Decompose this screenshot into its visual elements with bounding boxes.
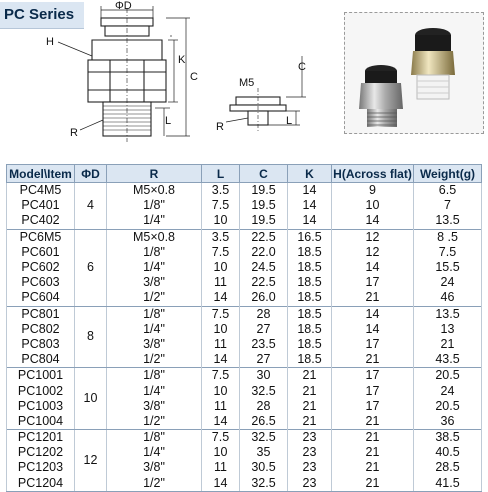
table-cell: 10 <box>202 322 240 337</box>
table-cell: 35 <box>240 445 288 460</box>
table-cell: 8 .5 <box>414 229 482 245</box>
table-cell: 12 <box>332 229 414 245</box>
model-cell: PC1001 <box>7 368 75 384</box>
series-title: PC Series <box>4 6 75 23</box>
table-cell: 21 <box>332 352 414 368</box>
fitting-drawing-m5 <box>230 88 286 132</box>
technical-drawing <box>0 0 340 160</box>
table-cell: 7.5 <box>202 306 240 322</box>
table-cell: 11 <box>202 460 240 475</box>
fitting-drawing-main <box>88 8 166 142</box>
table-cell: 10 <box>202 383 240 398</box>
table-cell: 21 <box>288 414 332 430</box>
table-cell: 3/8" <box>107 399 202 414</box>
table-cell: 19.5 <box>240 183 288 199</box>
table-cell: 1/8" <box>107 368 202 384</box>
table-cell: 19.5 <box>240 198 288 213</box>
table-cell: 3/8" <box>107 460 202 475</box>
table-cell: 40.5 <box>414 445 482 460</box>
table-cell: 7.5 <box>202 198 240 213</box>
table-cell: 24.5 <box>240 260 288 275</box>
table-cell: 23 <box>288 476 332 492</box>
table-cell: 1/8" <box>107 198 202 213</box>
column-header: Weight(g) <box>414 165 482 183</box>
table-cell: 18.5 <box>288 290 332 306</box>
table-cell: 27 <box>240 352 288 368</box>
table-cell: 3/8" <box>107 275 202 290</box>
column-header: K <box>288 165 332 183</box>
table-cell: 20.5 <box>414 399 482 414</box>
table-cell: 9 <box>332 183 414 199</box>
table-cell: 28 <box>240 399 288 414</box>
table-cell: 21 <box>288 399 332 414</box>
table-cell: 21 <box>332 476 414 492</box>
dim-label-k: K <box>178 54 186 66</box>
table-cell: 26.0 <box>240 290 288 306</box>
table-cell: 32.5 <box>240 430 288 446</box>
model-cell: PC602 <box>7 260 75 275</box>
table-cell: 11 <box>202 337 240 352</box>
table-cell: 14 <box>202 352 240 368</box>
table-cell: 30 <box>240 368 288 384</box>
dim-label-m5: M5 <box>239 77 255 89</box>
table-cell: 22.5 <box>240 275 288 290</box>
model-cell: PC401 <box>7 198 75 213</box>
spec-table <box>6 164 482 492</box>
column-header: C <box>240 165 288 183</box>
table-cell: 24 <box>414 275 482 290</box>
product-photo <box>344 12 484 134</box>
table-cell: 32.5 <box>240 383 288 398</box>
model-cell: PC1204 <box>7 476 75 492</box>
table-cell: 19.5 <box>240 213 288 229</box>
table-cell: 21 <box>332 290 414 306</box>
table-cell: 3.5 <box>202 183 240 199</box>
table-cell: 14 <box>288 213 332 229</box>
model-cell: PC4M5 <box>7 183 75 199</box>
table-cell: 7.5 <box>202 430 240 446</box>
table-cell: M5×0.8 <box>107 229 202 245</box>
table-cell: 36 <box>414 414 482 430</box>
column-header: L <box>202 165 240 183</box>
table-cell: 13 <box>414 322 482 337</box>
table-cell: 17 <box>332 275 414 290</box>
table-cell: 24 <box>414 383 482 398</box>
table-cell: 21 <box>414 337 482 352</box>
table-cell: 1/2" <box>107 414 202 430</box>
model-cell: PC603 <box>7 275 75 290</box>
table-cell: 3/8" <box>107 337 202 352</box>
dim-label-h: H <box>46 36 54 48</box>
table-cell: 1/4" <box>107 213 202 229</box>
table-cell: 26.5 <box>240 414 288 430</box>
table-cell: 18.5 <box>288 306 332 322</box>
table-cell: 11 <box>202 275 240 290</box>
table-cell: 18.5 <box>288 245 332 260</box>
table-cell: 23 <box>288 430 332 446</box>
table-cell: 21 <box>332 430 414 446</box>
table-cell: 11 <box>202 399 240 414</box>
table-cell: 17 <box>332 368 414 384</box>
table-cell: 18.5 <box>288 260 332 275</box>
table-cell: 43.5 <box>414 352 482 368</box>
table-cell: 41.5 <box>414 476 482 492</box>
table-cell: 18.5 <box>288 275 332 290</box>
table-cell: 20.5 <box>414 368 482 384</box>
table-cell: 7.5 <box>414 245 482 260</box>
table-cell: 23 <box>288 460 332 475</box>
table-cell: 1/4" <box>107 383 202 398</box>
model-cell: PC804 <box>7 352 75 368</box>
dim-label-r: R <box>70 127 78 139</box>
table-cell: 27 <box>240 322 288 337</box>
diameter-cell: 4 <box>75 183 107 230</box>
fittings-image <box>345 13 483 133</box>
table-header-row <box>7 165 482 183</box>
table-row <box>7 183 482 199</box>
table-cell: 38.5 <box>414 430 482 446</box>
table-cell: 18.5 <box>288 322 332 337</box>
table-cell: 1/2" <box>107 352 202 368</box>
diameter-cell: 10 <box>75 368 107 430</box>
table-cell: 22.5 <box>240 229 288 245</box>
table-cell: 1/8" <box>107 245 202 260</box>
model-cell: PC1203 <box>7 460 75 475</box>
model-cell: PC803 <box>7 337 75 352</box>
dim-label-l: L <box>165 115 172 127</box>
model-cell: PC402 <box>7 213 75 229</box>
table-cell: 7 <box>414 198 482 213</box>
dim-label-c: C <box>190 71 198 83</box>
table-cell: 15.5 <box>414 260 482 275</box>
table-row <box>7 368 482 384</box>
table-cell: 30.5 <box>240 460 288 475</box>
table-cell: 28 <box>240 306 288 322</box>
model-cell: PC604 <box>7 290 75 306</box>
table-cell: 6.5 <box>414 183 482 199</box>
table-cell: 14 <box>202 414 240 430</box>
table-cell: 1/4" <box>107 445 202 460</box>
table-cell: 14 <box>332 306 414 322</box>
table-cell: 21 <box>332 445 414 460</box>
table-cell: M5×0.8 <box>107 183 202 199</box>
table-cell: 1/4" <box>107 260 202 275</box>
model-cell: PC601 <box>7 245 75 260</box>
model-cell: PC801 <box>7 306 75 322</box>
table-cell: 10 <box>332 198 414 213</box>
table-cell: 18.5 <box>288 337 332 352</box>
table-cell: 32.5 <box>240 476 288 492</box>
table-body <box>7 183 482 492</box>
table-cell: 12 <box>332 245 414 260</box>
table-cell: 28.5 <box>414 460 482 475</box>
model-cell: PC6M5 <box>7 229 75 245</box>
table-cell: 14 <box>202 476 240 492</box>
table-cell: 17 <box>332 383 414 398</box>
table-row <box>7 430 482 446</box>
table-cell: 46 <box>414 290 482 306</box>
table-cell: 21 <box>332 414 414 430</box>
table-cell: 10 <box>202 213 240 229</box>
diameter-cell: 8 <box>75 306 107 368</box>
table-cell: 13.5 <box>414 213 482 229</box>
model-cell: PC1004 <box>7 414 75 430</box>
table-cell: 1/2" <box>107 290 202 306</box>
table-cell: 18.5 <box>288 352 332 368</box>
model-cell: PC1202 <box>7 445 75 460</box>
table-cell: 1/2" <box>107 476 202 492</box>
dim-label-r2: R <box>216 121 224 133</box>
table-row <box>7 306 482 322</box>
table-cell: 14 <box>332 213 414 229</box>
table-cell: 17 <box>332 399 414 414</box>
model-cell: PC802 <box>7 322 75 337</box>
table-cell: 21 <box>288 368 332 384</box>
table-cell: 10 <box>202 260 240 275</box>
dim-label-l2: L <box>286 115 293 127</box>
table-cell: 23 <box>288 445 332 460</box>
table-cell: 14 <box>332 260 414 275</box>
table-cell: 23.5 <box>240 337 288 352</box>
diameter-cell: 12 <box>75 430 107 492</box>
column-header: Model\Item <box>7 165 75 183</box>
model-cell: PC1003 <box>7 399 75 414</box>
column-header: ΦD <box>75 165 107 183</box>
table-cell: 14 <box>288 183 332 199</box>
dim-label-c2: C <box>298 61 306 73</box>
table-cell: 1/8" <box>107 430 202 446</box>
diameter-cell: 6 <box>75 229 107 306</box>
table-cell: 13.5 <box>414 306 482 322</box>
dim-label-d: ΦD <box>115 0 132 12</box>
table-cell: 22.0 <box>240 245 288 260</box>
table-cell: 1/4" <box>107 322 202 337</box>
table-cell: 7.5 <box>202 368 240 384</box>
table-cell: 14 <box>288 198 332 213</box>
table-cell: 21 <box>288 383 332 398</box>
table-cell: 21 <box>332 460 414 475</box>
table-cell: 14 <box>332 322 414 337</box>
table-cell: 16.5 <box>288 229 332 245</box>
table-cell: 3.5 <box>202 229 240 245</box>
table-cell: 10 <box>202 445 240 460</box>
table-cell: 17 <box>332 337 414 352</box>
table-cell: 1/8" <box>107 306 202 322</box>
model-cell: PC1002 <box>7 383 75 398</box>
model-cell: PC1201 <box>7 430 75 446</box>
table-cell: 14 <box>202 290 240 306</box>
table-cell: 7.5 <box>202 245 240 260</box>
column-header: R <box>107 165 202 183</box>
column-header: H(Across flat) <box>333 166 412 181</box>
table-row <box>7 229 482 245</box>
